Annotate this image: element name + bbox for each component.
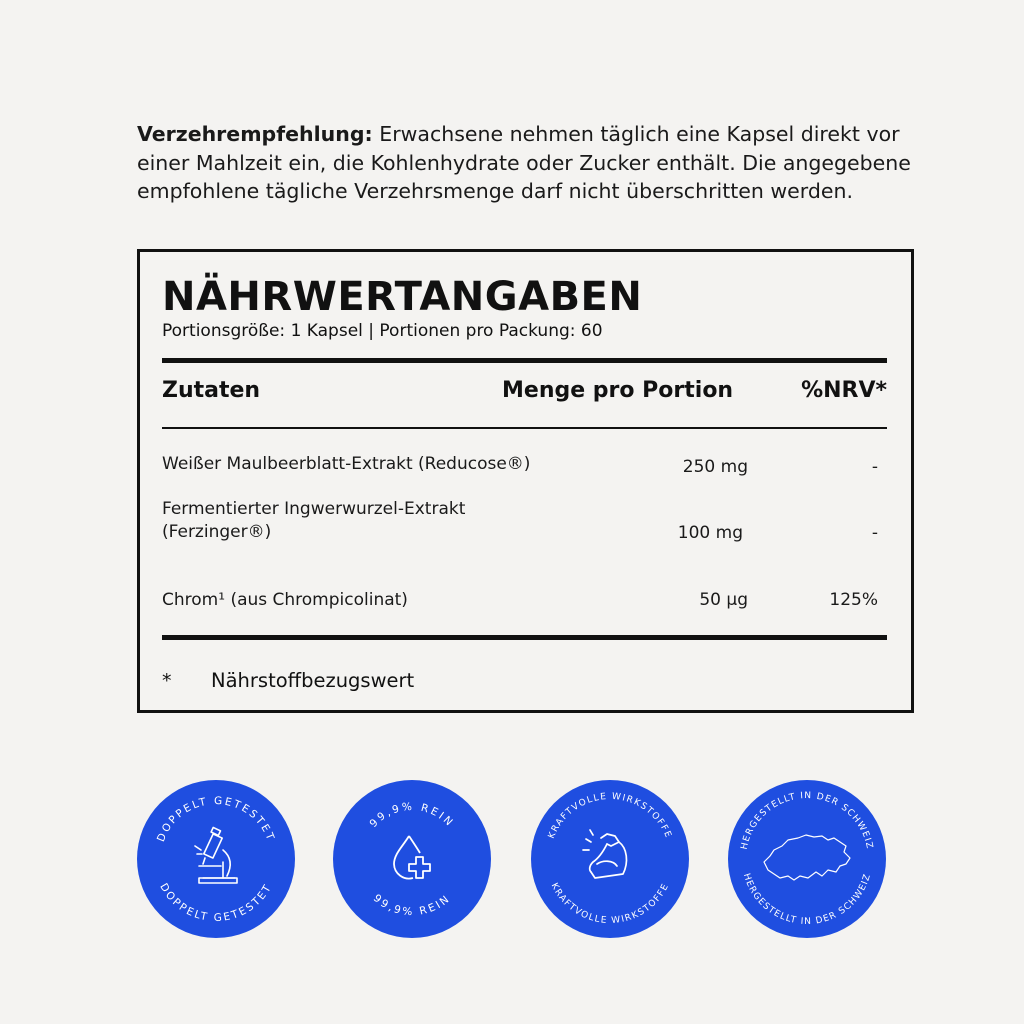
usage-recommendation: [137, 120, 927, 206]
header-top-rule: [162, 358, 887, 363]
nutrition-facts-panel: [137, 249, 914, 713]
badge-purity: [333, 780, 491, 938]
usage-recommendation-text: Erwachsene nehmen täglich eine Kapsel direkt vor einer Mahlzeit ein, die Kohlenhydrate oder Zucker enthält. Die angegebene empfohlene tägliche Verzehrsmenge darf nicht überschritten werden.: [137, 122, 911, 203]
badge-tested-top-text: DOPPELT GETESTET: [154, 794, 277, 844]
table-row-2-amount: 100 mg: [677, 523, 743, 543]
table-bottom-rule: [162, 635, 887, 640]
badge-made-in-switzerland: [728, 780, 886, 938]
serving-info: Portionsgröße: 1 Kapsel | Portionen pro Packung: 60: [162, 321, 603, 341]
table-row-2-name-line1: Fermentierter Ingwerwurzel-Extrakt: [162, 499, 466, 519]
badge-purity-top-text: 99,9% REIN: [367, 800, 457, 830]
table-row-1-nrv: -: [871, 457, 878, 477]
table-row-3-amount: 50 µg: [699, 590, 748, 610]
table-row-1-amount: 250 mg: [682, 457, 748, 477]
table-row-2-name-line2: (Ferzinger®): [162, 522, 272, 542]
badge-potent-ingredients: [531, 780, 689, 938]
header-bottom-rule: [162, 427, 887, 429]
column-header-ingredients: Zutaten: [162, 378, 261, 403]
badge-tested-bottom-text: DOPPELT GETESTET: [157, 881, 275, 925]
badge-purity-bottom-text: 99,9% REIN: [370, 892, 454, 919]
table-row-3-name: Chrom¹ (aus Chrompicolinat): [162, 590, 408, 610]
usage-recommendation-label: Verzehrempfehlung:: [137, 122, 373, 146]
badge-potent-top-text: KRAFTVOLLE WIRKSTOFFE: [546, 791, 674, 841]
footnote-symbol: *: [162, 670, 172, 692]
badge-tested-twice: [137, 780, 295, 938]
footnote-text: Nährstoffbezugswert: [211, 669, 415, 692]
table-row-3-nrv: 125%: [829, 590, 878, 610]
table-row-2-nrv: -: [871, 523, 878, 543]
table-row-1-name: Weißer Maulbeerblatt-Extrakt (Reducose®): [162, 454, 531, 474]
badge-swiss-bottom-text: HERGESTELLT IN DER SCHWEIZ: [740, 872, 874, 928]
badge-potent-bottom-text: KRAFTVOLLE WIRKSTOFFE: [548, 881, 672, 927]
badge-swiss-top-text: HERGESTELLT IN DER SCHWEIZ: [739, 790, 875, 851]
column-header-amount: Menge pro Portion: [502, 378, 734, 403]
column-header-nrv: %NRV*: [801, 378, 887, 403]
nutrition-title: NÄHRWERTANGABEN: [162, 274, 643, 320]
